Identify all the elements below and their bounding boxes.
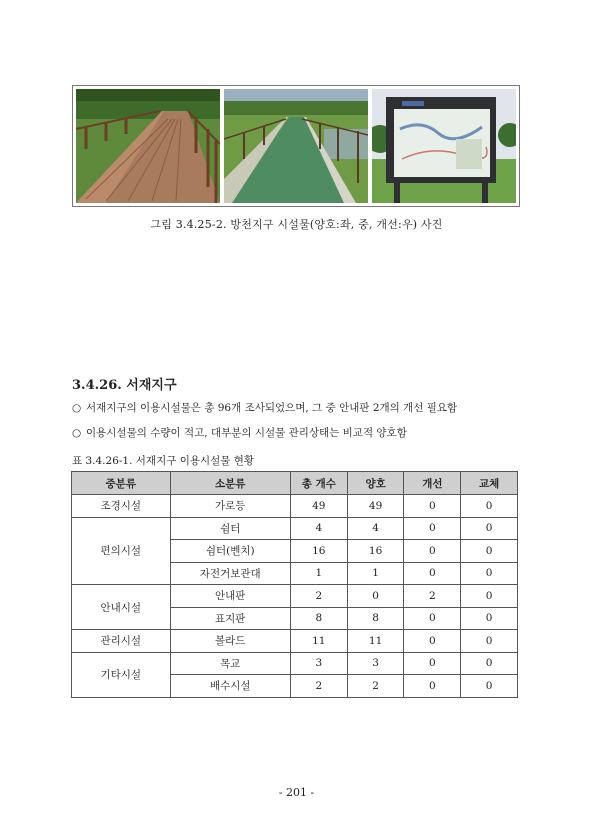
good-cell: 11: [347, 630, 404, 653]
replace-cell: 0: [461, 652, 518, 675]
bullet-text: 서재지구의 이용시설물은 총 96개 조사되었으며, 그 중 안내판 2개의 개선 필요함: [86, 402, 458, 414]
header-good: 양호: [347, 472, 404, 495]
improve-cell: 0: [404, 630, 461, 653]
photo-wooden-deck: [76, 89, 220, 203]
total-cell: 1: [290, 562, 347, 585]
figure-caption: 그림 3.4.25-2. 방천지구 시설물(양호:좌, 중, 개선:우) 사진: [150, 218, 443, 231]
total-cell: 3: [290, 652, 347, 675]
table-row: [72, 517, 518, 540]
header-category: 중분류: [72, 472, 171, 495]
facility-table: [71, 471, 518, 698]
replace-cell: 0: [461, 675, 518, 698]
header-subcategory: 소분류: [170, 472, 290, 495]
table-header-row: [72, 472, 518, 495]
total-cell: 11: [290, 630, 347, 653]
good-cell: 0: [347, 585, 404, 608]
page-number: - 201 -: [278, 786, 315, 799]
total-cell: 2: [290, 675, 347, 698]
bullet-item: [72, 400, 457, 415]
good-cell: 4: [347, 517, 404, 540]
improve-cell: 2: [404, 585, 461, 608]
improve-cell: 0: [404, 495, 461, 518]
bullet-text: 이용시설물의 수량이 적고, 대부분의 시설물 관리상태는 비교적 양호함: [86, 427, 407, 439]
replace-cell: 0: [461, 540, 518, 563]
improve-cell: 0: [404, 517, 461, 540]
good-cell: 2: [347, 675, 404, 698]
photo-strip: [72, 85, 520, 207]
total-cell: 49: [290, 495, 347, 518]
improve-cell: 0: [404, 607, 461, 630]
subcategory-cell: 안내판: [170, 585, 290, 608]
improve-cell: 0: [404, 675, 461, 698]
table-row: [72, 495, 518, 518]
total-cell: 2: [290, 585, 347, 608]
section-heading: 3.4.26. 서재지구: [72, 378, 177, 393]
replace-cell: 0: [461, 562, 518, 585]
improve-cell: 0: [404, 562, 461, 585]
subcategory-cell: 표지판: [170, 607, 290, 630]
total-cell: 16: [290, 540, 347, 563]
header-improve: 개선: [404, 472, 461, 495]
subcategory-cell: 자전거보관대: [170, 562, 290, 585]
good-cell: 16: [347, 540, 404, 563]
replace-cell: 0: [461, 517, 518, 540]
photo-information-board: [372, 89, 516, 203]
subcategory-cell: 목교: [170, 652, 290, 675]
bullet-item: [72, 425, 407, 440]
table-caption: 표 3.4.26-1. 서재지구 이용시설물 현황: [72, 455, 255, 467]
improve-cell: 0: [404, 540, 461, 563]
subcategory-cell: 쉼터(벤치): [170, 540, 290, 563]
subcategory-cell: 쉼터: [170, 517, 290, 540]
subcategory-cell: 볼라드: [170, 630, 290, 653]
table-row: [72, 585, 518, 608]
good-cell: 8: [347, 607, 404, 630]
good-cell: 49: [347, 495, 404, 518]
improve-cell: 0: [404, 652, 461, 675]
table-row: [72, 652, 518, 675]
replace-cell: 0: [461, 495, 518, 518]
bullet-mark: ○: [72, 402, 82, 414]
photo-green-path: [224, 89, 368, 203]
subcategory-cell: 가로등: [170, 495, 290, 518]
total-cell: 8: [290, 607, 347, 630]
replace-cell: 0: [461, 607, 518, 630]
header-replace: 교체: [461, 472, 518, 495]
category-cell: 편의시설: [72, 517, 171, 585]
replace-cell: 0: [461, 630, 518, 653]
good-cell: 1: [347, 562, 404, 585]
category-cell: 기타시설: [72, 652, 171, 697]
category-cell: 조경시설: [72, 495, 171, 518]
bullet-mark: ○: [72, 427, 82, 439]
table-row: [72, 630, 518, 653]
category-cell: 관리시설: [72, 630, 171, 653]
good-cell: 3: [347, 652, 404, 675]
replace-cell: 0: [461, 585, 518, 608]
total-cell: 4: [290, 517, 347, 540]
category-cell: 안내시설: [72, 585, 171, 630]
header-total: 총 개수: [290, 472, 347, 495]
subcategory-cell: 배수시설: [170, 675, 290, 698]
